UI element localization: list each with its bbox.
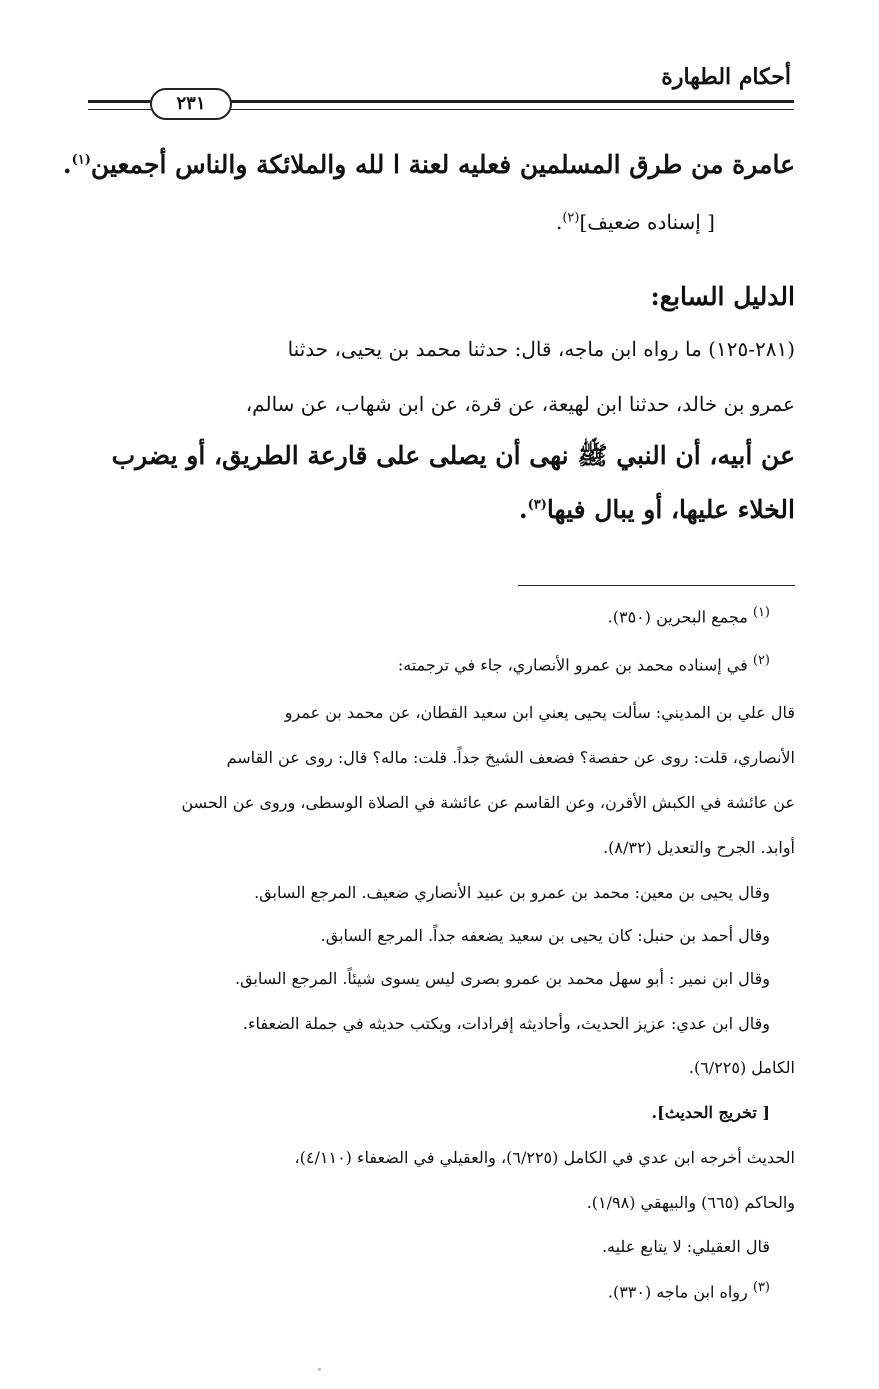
footnote-line: قال العقيلي: لا يتابع عليه. [601, 1237, 770, 1256]
footnote-number: (١) [752, 605, 770, 620]
footnote-line: وقال ابن عدي: عزيز الحديث، وأحاديثه إفرادات، ويكتب حديثه في جملة الضعفاء. [242, 1014, 770, 1033]
line-end: . [518, 495, 528, 524]
hadith-text-line [80, 495, 795, 524]
page-header-title: أحكام الطهارة [661, 64, 791, 90]
footnote-line: عن عائشة في الكبش الأقرن، وعن القاسم عن عائشة في الصلاة الوسطى، وروى عن الحسن [181, 793, 795, 812]
footnote-text: رواه ابن ماجه (٣٣٠). [607, 1282, 748, 1302]
footnote-line: الحديث أخرجه ابن عدي في الكامل (٦/٢٢٥)، والعقيلي في الضعفاء (٤/١١٠)، [294, 1148, 795, 1167]
footnote-number: (٣) [752, 1280, 770, 1295]
line-end: . [555, 210, 563, 234]
footnote-line: والحاكم (٦٦٥) والبيهقي (١/٩٨). [586, 1193, 795, 1212]
footnote-line: قال علي بن المديني: سألت يحيى يعني ابن سعيد القطان، عن محمد بن عمرو [284, 703, 795, 722]
text-line: (٢٨١-١٢٥) ما رواه ابن ماجه، قال: حدثنا محمد بن يحيى، حدثنا [287, 337, 795, 361]
footnote-line: الأنصاري، قلت: روى عن حفصة؟ فضعف الشيخ جداً. قلت: ماله؟ قال: روى عن القاسم [226, 748, 795, 767]
footnote-number: (٢) [752, 653, 770, 668]
text-line: عمرو بن خالد، حدثنا ابن لهيعة، عن قرة، عن ابن شهاب، عن سالم، [245, 392, 795, 416]
text-line [62, 150, 795, 179]
footnote-line: أوابد. الجرح والتعديل (٨/٣٢). [603, 838, 795, 857]
footnote-line: الكامل (٦/٢٢٥). [688, 1058, 795, 1077]
footnote-text: مجمع البحرين (٣٥٠). [607, 607, 748, 627]
page-number: ٢٣١ [150, 88, 232, 120]
footnote [80, 1280, 770, 1301]
footnote [80, 605, 770, 626]
footnote-text: في إسناده محمد بن عمرو الأنصاري، جاء في ترجمته: [397, 655, 748, 675]
text-line [80, 210, 715, 234]
footnote-ref: (٣) [527, 497, 547, 513]
footnote-line: وقال أحمد بن حنبل: كان يحيى بن سعيد يضعفه جداً. المرجع السابق. [320, 926, 770, 945]
text-line-content: [ إسناده ضعيف] [579, 210, 715, 234]
section-heading: الدليل السابع: [650, 282, 795, 311]
footnote-line: [ تخريج الحديث]. [651, 1103, 770, 1122]
footnote-divider [518, 585, 795, 586]
footnote-line: وقال ابن نمير : أبو سهل محمد بن عمرو بصرى ليس يسوى شيئاً. المرجع السابق. [235, 969, 770, 988]
line-end: . [62, 150, 72, 179]
text-line-content: الخلاء عليها، أو يبال فيها [546, 495, 795, 524]
text-line-content: عامرة من طرق المسلمين فعليه لعنة ا لله والملائكة والناس أجمعين [90, 150, 795, 179]
footnote-ref: (١) [71, 152, 91, 168]
footnote [80, 653, 770, 674]
scan-mark [318, 1368, 321, 1371]
footnote-line: وقال يحيى بن معين: محمد بن عمرو بن عبيد الأنصاري ضعيف. المرجع السابق. [254, 883, 770, 902]
hadith-text-line: عن أبيه، أن النبي ﷺ نهى أن يصلى على قارعة الطريق، أو يضرب [111, 441, 795, 470]
footnote-ref: (٢) [562, 210, 580, 226]
